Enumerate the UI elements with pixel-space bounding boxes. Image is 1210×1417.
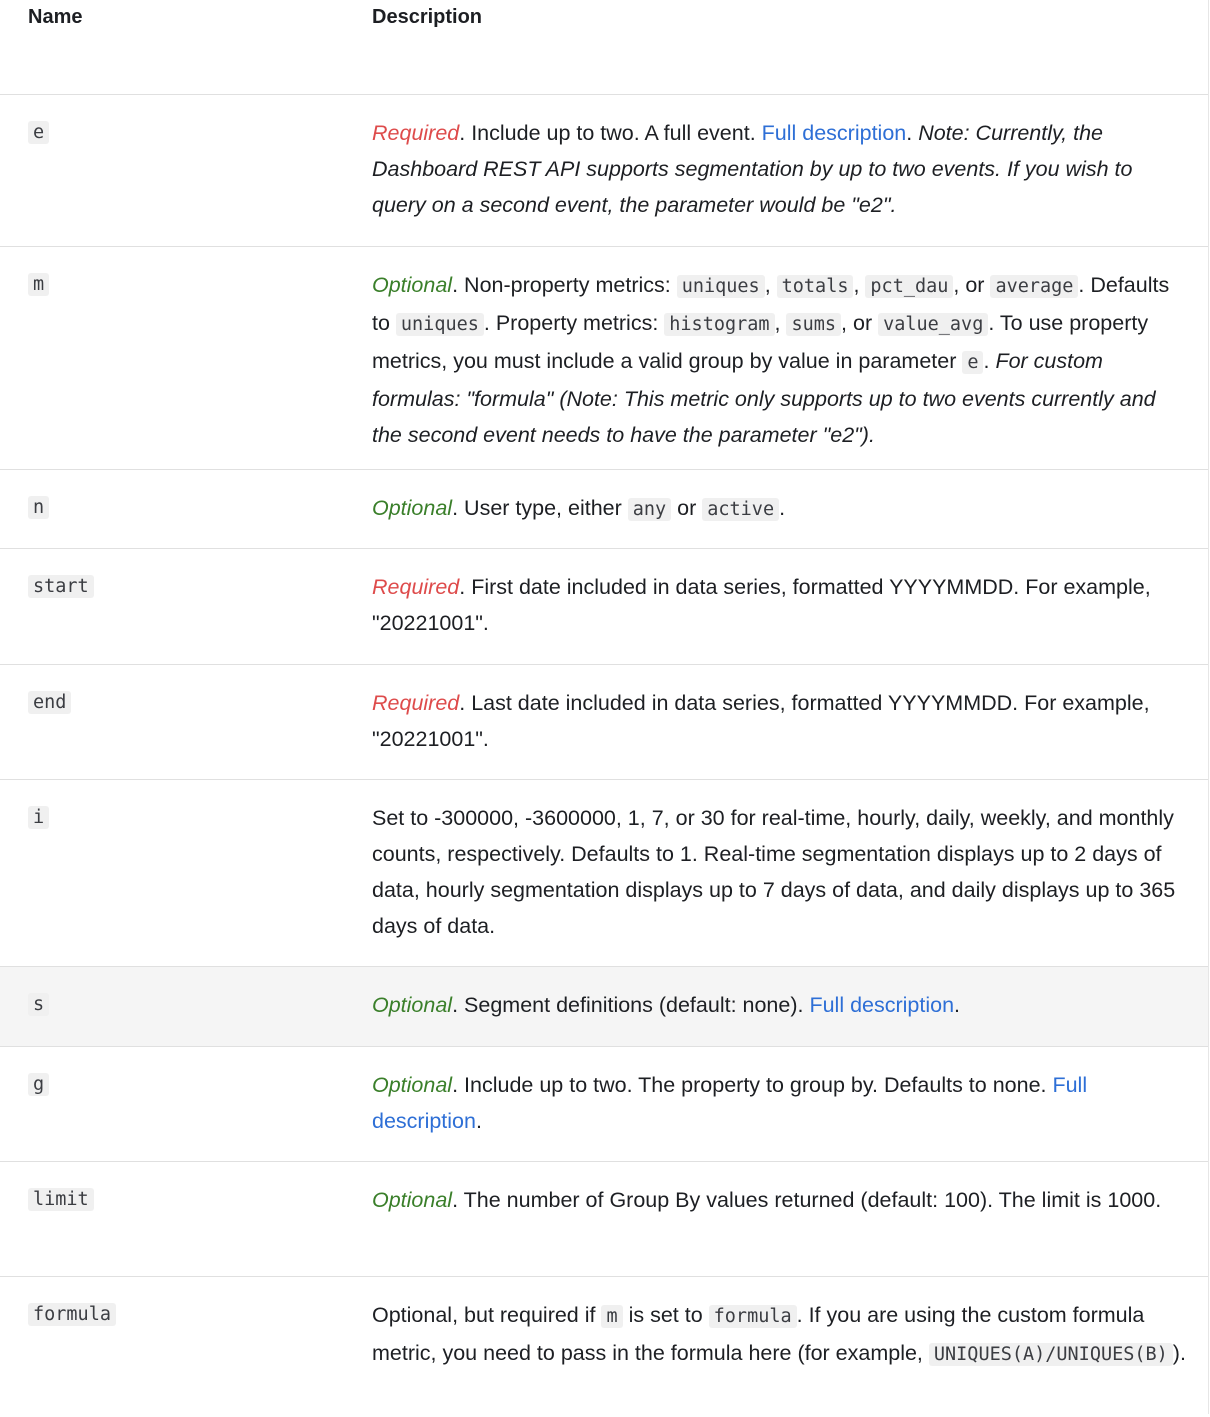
param-name: i — [28, 807, 49, 828]
full-description-link[interactable]: Full description — [761, 121, 907, 145]
param-name: start — [28, 576, 94, 597]
table-row — [0, 247, 1208, 470]
param-name: formula — [28, 1304, 116, 1325]
param-description: Optional. User type, either any or active . — [372, 496, 786, 520]
table-row — [0, 1162, 1208, 1277]
param-description: Required. Last date included in data series, formatted YYYYMMDD. For example, "20221001". — [372, 691, 1150, 751]
table-header — [0, 0, 1208, 95]
table-row — [0, 780, 1208, 967]
param-name: limit — [28, 1189, 94, 1210]
param-description: Optional, but required if m is set to formula . If you are using the custom formula metric, you need to pass in the formula here (for example, UNIQUES(A)/UNIQUES(B) ). — [372, 1303, 1186, 1365]
table-row — [0, 549, 1208, 665]
param-description: Optional. Include up to two. The property to group by. Defaults to none. Full description. — [372, 1073, 1088, 1133]
param-description: Set to -300000, -3600000, 1, 7, or 30 for real-time, hourly, daily, weekly, and monthly counts, respectively. Defaults to 1. Real-time segmentation displays up to 2 days of data, hourly segmentation displays up to 7 days of data, and daily displays up to 365 days of data. — [372, 806, 1176, 938]
param-name: g — [28, 1074, 49, 1095]
table-row — [0, 95, 1208, 247]
param-name: m — [28, 274, 49, 295]
table-row — [0, 665, 1208, 780]
full-description-link[interactable]: Full description — [372, 1073, 1088, 1133]
param-name: e — [28, 122, 49, 143]
full-description-link[interactable]: Full description — [809, 993, 955, 1017]
param-description: Optional. Non-property metrics: uniques , totals , pct_dau , or average . Defaults to uniques . Property metrics: histogram , sums , or value_avg . To use property metrics, you must include a valid group by value in parameter e . For custom formulas: "formula" (Note: This metric only supports up to two events currently and the second event needs to have the parameter "e2"). — [372, 273, 1170, 447]
table-row — [0, 1277, 1208, 1417]
param-description: Required. First date included in data series, formatted YYYYMMDD. For example, "20221001". — [372, 575, 1151, 635]
param-description: Optional. The number of Group By values returned (default: 100). The limit is 1000. — [372, 1188, 1162, 1212]
header-name: Name — [28, 6, 83, 28]
param-name: n — [28, 497, 49, 518]
param-description: Optional. Segment definitions (default: none). Full description. — [372, 993, 961, 1017]
param-name: end — [28, 692, 71, 713]
header-description: Description — [372, 6, 483, 28]
table-row — [0, 1047, 1208, 1162]
table-row — [0, 967, 1208, 1047]
param-description: Required. Include up to two. A full event. Full description. Note: Currently, the Dashboard REST API supports segmentation by up to two events. If you wish to query on a second event, the parameter would be "e2". — [372, 121, 1133, 217]
param-name: s — [28, 994, 49, 1015]
table-row — [0, 470, 1208, 549]
